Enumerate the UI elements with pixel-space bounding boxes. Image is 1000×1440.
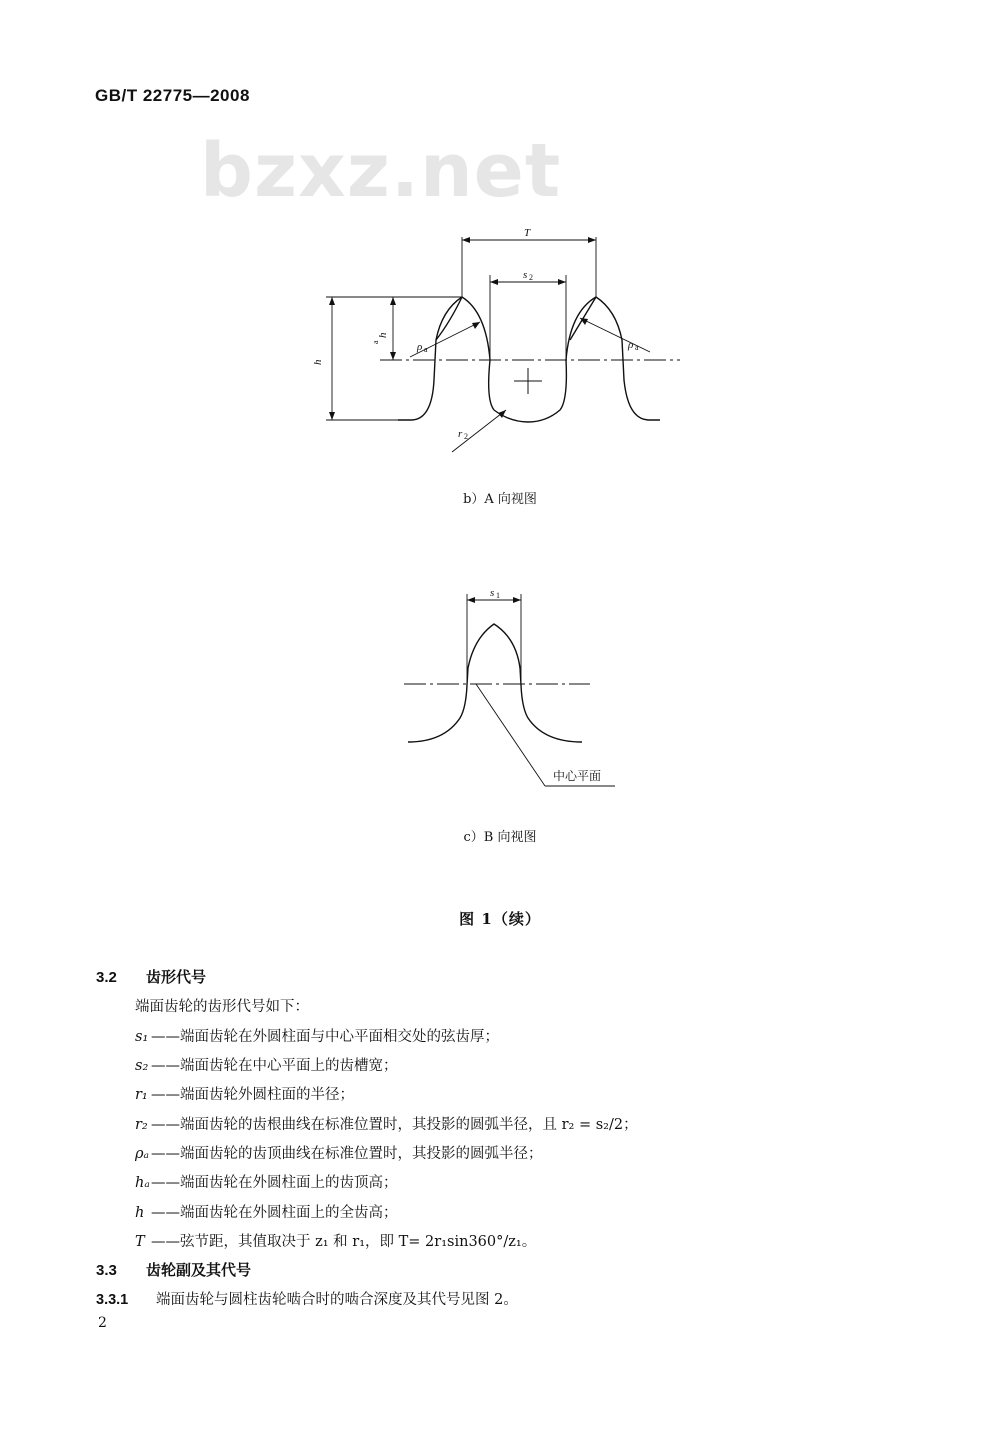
label-rho-left: ρ xyxy=(417,341,423,353)
label-ha-sub: a xyxy=(371,340,380,344)
section-3-2-heading xyxy=(96,966,206,987)
section-title: 齿轮副及其代号 xyxy=(146,1261,252,1279)
definition-item: hₐ——端面齿轮在外圆柱面上的齿顶高； xyxy=(135,1175,398,1191)
definition-item: T ——弦节距，其值取决于 z₁ 和 r₁，即 T= 2r₁sin360°/z₁。 xyxy=(135,1234,537,1250)
section-number: 3.3.1 xyxy=(96,1292,129,1308)
figure-b-caption: b）A 向视图 xyxy=(463,492,537,507)
section-title: 齿形代号 xyxy=(146,968,207,986)
label-rho-left-sub: a xyxy=(424,345,428,354)
page-number: 2 xyxy=(98,1315,107,1331)
section-number: 3.2 xyxy=(96,969,117,986)
label-center-plane: 中心平面 xyxy=(553,769,602,783)
figure-title: 图 1（续） xyxy=(459,910,541,928)
section-3-3-heading xyxy=(96,1259,251,1280)
label-s1-sub: 1 xyxy=(496,591,500,600)
definition-item: ρₐ ——端面齿轮的齿顶曲线在标准位置时，其投影的圆弧半径； xyxy=(135,1146,543,1162)
figure-c-caption: c）B 向视图 xyxy=(463,830,537,845)
label-r2-sub: 2 xyxy=(464,432,468,441)
definition-item: r₂ ——端面齿轮的齿根曲线在标准位置时，其投影的圆弧半径，且 r₂ = s₂/2； xyxy=(135,1117,638,1133)
section-text: 端面齿轮与圆柱齿轮啮合时的啮合深度及其代号见图 2。 xyxy=(156,1292,518,1308)
definition-item: h ——端面齿轮在外圆柱面上的全齿高； xyxy=(135,1205,398,1221)
label-rho-right-sub: a xyxy=(635,343,639,352)
definition-item: s₂ ——端面齿轮在中心平面上的齿槽宽； xyxy=(135,1058,398,1074)
standard-number: GB/T 22775—2008 xyxy=(95,86,250,105)
label-ha: h xyxy=(377,332,389,338)
label-h: h xyxy=(312,359,324,365)
label-s2: s xyxy=(523,269,528,281)
label-s2-sub: 2 xyxy=(529,273,533,282)
label-T: T xyxy=(524,227,531,239)
watermark: bzxz.net xyxy=(200,128,562,214)
definition-item: r₁ ——端面齿轮外圆柱面的半径； xyxy=(135,1087,354,1103)
section-3-3-1 xyxy=(96,1288,518,1309)
definition-item: s₁ ——端面齿轮在外圆柱面与中心平面相交处的弦齿厚； xyxy=(135,1029,499,1045)
label-r2: r xyxy=(458,428,463,440)
section-3-2-intro: 端面齿轮的齿形代号如下： xyxy=(135,999,309,1015)
section-number: 3.3 xyxy=(96,1262,117,1279)
label-s1: s xyxy=(490,587,495,599)
label-rho-right: ρ xyxy=(628,339,634,351)
